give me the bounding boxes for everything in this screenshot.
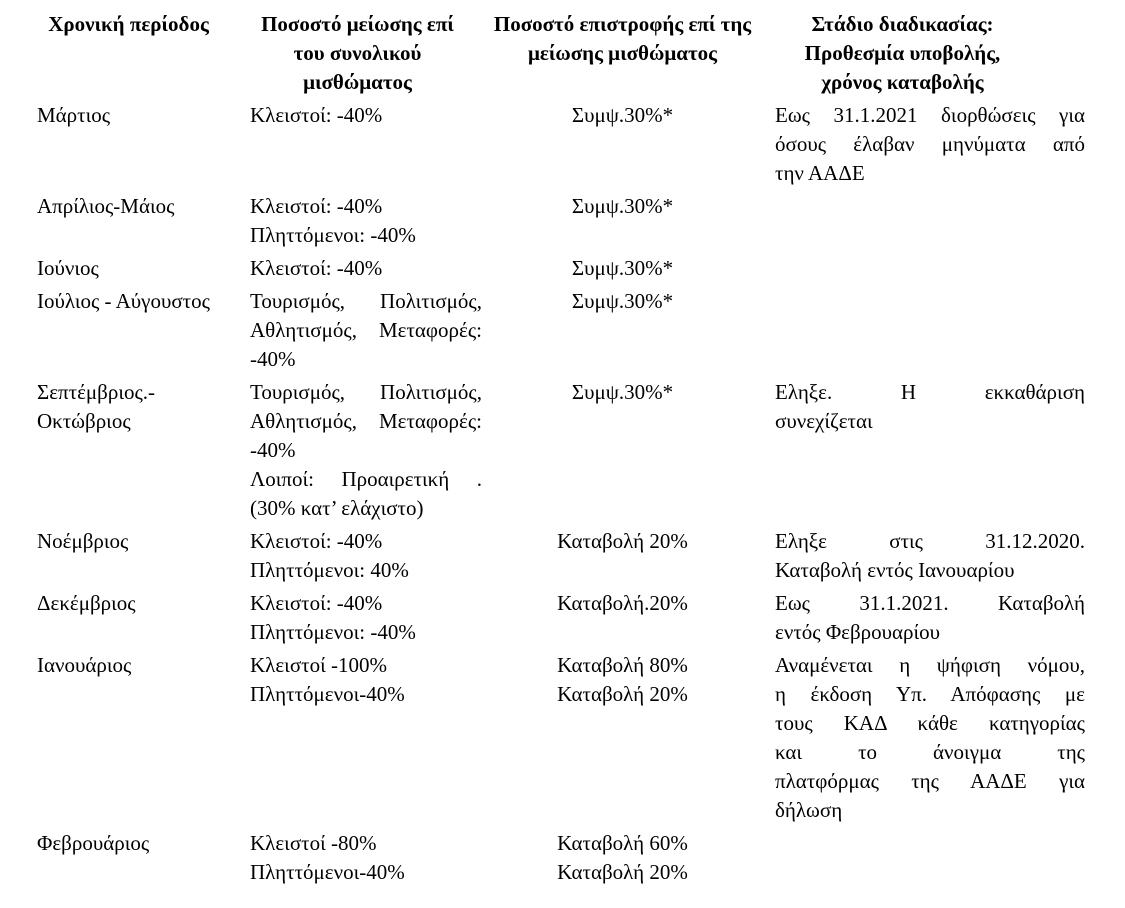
cell-line: Κλειστοί: -40% (250, 529, 383, 553)
header-reduction (250, 10, 485, 101)
cell-line: μείωσης μισθώματος (527, 41, 717, 65)
cell-line: Νοέμβριος (37, 529, 129, 553)
refund-cell (485, 829, 760, 891)
cell-line: Συμψ.30%* (571, 256, 674, 280)
cell-line: Καταβολή 20% (557, 682, 688, 706)
reduction-cell (250, 378, 485, 527)
stage-cell (760, 651, 1085, 829)
cell-line: Αναμένεται η ψήφιση νόμου, (775, 653, 1085, 677)
table-row (37, 287, 1085, 378)
reduction-cell (250, 527, 485, 589)
refund-cell (485, 651, 760, 829)
table-header (37, 10, 1085, 101)
cell-line: Καταβολή 20% (557, 529, 688, 553)
cell-line: όσους έλαβαν μηνύματα από (775, 132, 1085, 156)
header-row (37, 10, 1085, 101)
header-stage (760, 10, 1085, 101)
table-row (37, 192, 1085, 254)
refund-cell (485, 101, 760, 192)
reduction-cell (250, 829, 485, 891)
stage-cell (760, 527, 1085, 589)
table-row (37, 589, 1085, 651)
reduction-cell (250, 192, 485, 254)
period-cell (37, 651, 250, 829)
cell-line: Καταβολή 60% (557, 831, 688, 855)
cell-line: Κλειστοί: -40% (250, 103, 383, 127)
refund-cell (485, 192, 760, 254)
table-row (37, 829, 1085, 891)
refund-cell (485, 254, 760, 287)
cell-line: Συμψ.30%* (571, 103, 674, 127)
cell-line: Αθλητισμός, Μεταφορές: (250, 409, 482, 433)
period-cell (37, 192, 250, 254)
refund-cell (485, 589, 760, 651)
stage-cell (760, 254, 1085, 287)
cell-line: δήλωση (775, 798, 843, 822)
table-row (37, 378, 1085, 527)
period-cell (37, 527, 250, 589)
cell-line: πλατφόρμας της ΑΑΔΕ για (775, 769, 1085, 793)
cell-line: Πληττόμενοι: 40% (250, 558, 409, 582)
stage-cell (760, 101, 1085, 192)
cell-line: μισθώματος (303, 70, 412, 94)
cell-line: του συνολικού (293, 41, 422, 65)
cell-line: -40% (250, 347, 296, 371)
cell-line: (30% κατ’ ελάχιστο) (250, 496, 424, 520)
cell-line: Κλειστοί: -40% (250, 194, 383, 218)
header-refund (485, 10, 760, 101)
cell-line: Κλειστοί -100% (250, 653, 387, 677)
cell-line: Εληξε. Η εκκαθάριση (775, 380, 1085, 404)
cell-line: Καταβολή.20% (557, 591, 688, 615)
cell-line: Συμψ.30%* (571, 289, 674, 313)
period-cell (37, 829, 250, 891)
period-cell (37, 589, 250, 651)
stage-cell (760, 378, 1085, 527)
refund-cell (485, 287, 760, 378)
cell-line: Κλειστοί -80% (250, 831, 377, 855)
stage-cell (760, 192, 1085, 254)
cell-line: τους ΚΑΔ κάθε κατηγορίας (775, 711, 1085, 735)
cell-line: Τουρισμός, Πολιτισμός, (250, 380, 482, 404)
cell-line: Φεβρουάριος (37, 831, 150, 855)
cell-line: Πληττόμενοι: -40% (250, 223, 416, 247)
rent-reduction-table (37, 10, 1085, 891)
cell-line: Πληττόμενοι-40% (250, 860, 405, 884)
cell-line: Προθεσμία υποβολής, (804, 41, 1001, 65)
cell-line: Λοιποί: Προαιρετική . (250, 467, 482, 491)
cell-line: Συμψ.30%* (571, 194, 674, 218)
cell-line: Εως 31.1.2021. Καταβολή (775, 591, 1085, 615)
cell-line: Μάρτιος (37, 103, 111, 127)
cell-line: Τουρισμός, Πολιτισμός, (250, 289, 482, 313)
stage-cell (760, 589, 1085, 651)
cell-line: Συμψ.30%* (571, 380, 674, 404)
reduction-cell (250, 254, 485, 287)
cell-line: Καταβολή 80% (557, 653, 688, 677)
cell-line: και το άνοιγμα της (775, 740, 1085, 764)
cell-line: Ποσοστό επιστροφής επί της (493, 12, 752, 36)
table-body (37, 101, 1085, 891)
header-period (37, 10, 250, 101)
cell-line: η έκδοση Υπ. Απόφασης με (775, 682, 1085, 706)
cell-line: Πληττόμενοι-40% (250, 682, 405, 706)
cell-line: Χρονική περίοδος (48, 12, 209, 36)
cell-line: Ιούλιος - Αύγουστος (37, 289, 210, 313)
cell-line: την ΑΑΔΕ (775, 161, 865, 185)
cell-line: Κλειστοί: -40% (250, 256, 383, 280)
stage-cell (760, 829, 1085, 891)
cell-line: Ποσοστό μείωσης επί (261, 12, 454, 36)
cell-line: εντός Φεβρουαρίου (775, 620, 941, 644)
cell-line: Καταβολή εντός Ιανουαρίου (775, 558, 1015, 582)
cell-line: Οκτώβριος (37, 409, 131, 433)
period-cell (37, 254, 250, 287)
stage-cell (760, 287, 1085, 378)
cell-line: Πληττόμενοι: -40% (250, 620, 416, 644)
cell-line: Εως 31.1.2021 διορθώσεις για (775, 103, 1085, 127)
refund-cell (485, 527, 760, 589)
reduction-cell (250, 651, 485, 829)
period-cell (37, 101, 250, 192)
cell-line: Εληξε στις 31.12.2020. (775, 529, 1085, 553)
cell-line: Σεπτέμβριος.- (37, 380, 156, 404)
cell-line: Στάδιο διαδικασίας: (811, 12, 994, 36)
period-cell (37, 287, 250, 378)
reduction-cell (250, 589, 485, 651)
refund-cell (485, 378, 760, 527)
cell-line: χρόνος καταβολής (821, 70, 984, 94)
table-row (37, 651, 1085, 829)
reduction-cell (250, 287, 485, 378)
cell-line: -40% (250, 438, 296, 462)
cell-line: Απρίλιος-Μάιος (37, 194, 175, 218)
cell-line: Ιούνιος (37, 256, 99, 280)
table-row (37, 254, 1085, 287)
cell-line: συνεχίζεται (775, 409, 873, 433)
cell-line: Καταβολή 20% (557, 860, 688, 884)
reduction-cell (250, 101, 485, 192)
cell-line: Ιανουάριος (37, 653, 132, 677)
cell-line: Αθλητισμός, Μεταφορές: (250, 318, 482, 342)
table-row (37, 527, 1085, 589)
cell-line: Κλειστοί: -40% (250, 591, 383, 615)
cell-line: Δεκέμβριος (37, 591, 136, 615)
period-cell (37, 378, 250, 527)
table-row (37, 101, 1085, 192)
